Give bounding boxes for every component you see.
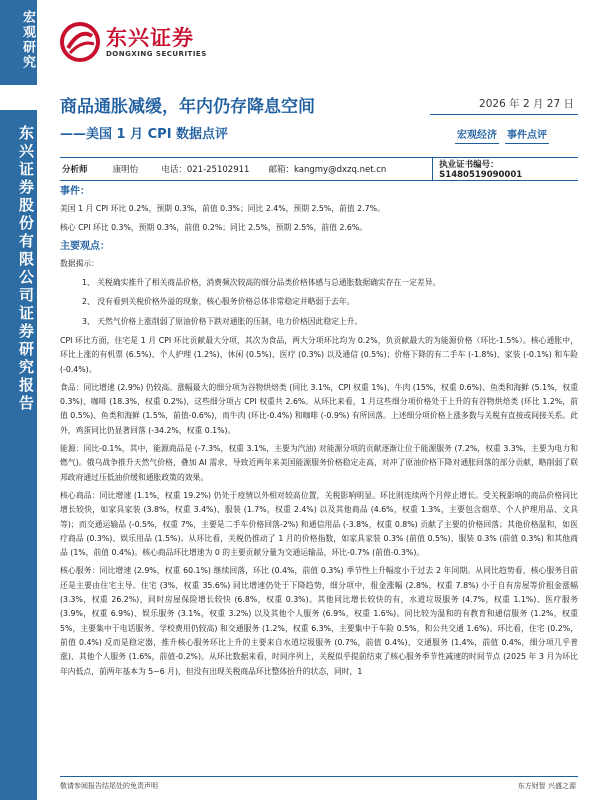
- analyst-bar: [60, 157, 578, 181]
- analyst-email: 邮箱：kangmy@dxzq.net.cn: [268, 165, 387, 175]
- event-heading: 事件：: [60, 186, 90, 197]
- body-paragraph-energy: 能源：同比-0.1%，其中，能源商品是 (-7.3%，权重 3.1%，主要为汽油) 对能源分项的贡献逐渐让位于能源服务 (7.2%，权重 3.3%，主要为电力和燃气)。俄乌战争推升天然气价格，叠加 AI 需求，导致近两年来美国能源服务价格稳定走高，对冲了原油价格下降对通胀回落的部分贡献，略削弱了联邦政府通过压低油价缓和通胀政策的效果。: [60, 444, 578, 482]
- analyst-phone: 电话：021-25102911: [161, 165, 250, 175]
- date-divider: [430, 114, 578, 115]
- sidebar-main-band: [0, 110, 37, 800]
- analyst-cert: 执业证书编号：S1480519090001: [432, 158, 578, 180]
- report-subtitle: ——美国 1 月 CPI 数据点评: [60, 127, 229, 142]
- footer-divider: [60, 776, 578, 777]
- event-line: 核心 CPI 环比 0.3%，预期 0.3%，前值 0.2%；同比 2.5%，预期 2.5%，前值 2.6%。: [60, 222, 368, 232]
- logo-name-cn: 东兴证券: [106, 26, 194, 50]
- report-content: [60, 184, 578, 683]
- analyst-label: 分析师: [62, 165, 88, 175]
- views-intro: 数据揭示：: [60, 259, 99, 268]
- body-paragraph-cpi: CPI 环比方面，住宅是 1 月 CPI 环比贡献最大分项，其次为食品，两大分项环比均为 0.2%，负贡献最大的为能源价格（环比-1.5%）。核心通胀中，环比上涨的有机票 (6.5%)、个人护理 (1.2%)、休闲 (0.5%)、医疗 (0.3%) 以及通信 (0.5%)；价格下降的有二手车 (-1.8%)、家装 (-0.1%) 和车险 (-0.4%)。: [60, 336, 578, 374]
- tag-event-review: 事件点评: [505, 126, 549, 144]
- views-item: 2、 没有看到关税价格外溢的现象，核心服务价格总体非常稳定并略弱于去年。: [82, 297, 355, 306]
- views-heading: 主要观点：: [60, 241, 110, 252]
- tag-macro-economy: 宏观经济: [455, 126, 499, 144]
- logo-name-en: DONGXING SECURITIES: [106, 50, 207, 58]
- sidebar: [0, 0, 37, 800]
- sidebar-top-label: 宏观研究: [20, 10, 35, 70]
- body-paragraph-core-services: 核心服务：同比增速 (2.9%，权重 60.1%) 继续回落，环比 (0.4%，前值 0.3%) 季节性上升幅度小于过去 2 年同期。从同比趋势看，核心服务目前还是主要由住宅主导。住宅 (3%，权重 35.6%) 同比增速仍处于下降趋势，细分项中，租金涨幅 (2.8%，权重 7.8%) 小于自有房屋等价租金涨幅 (3.3%，权重 26.2%)，同时房屋保险增长较快 (6.8%，权重 0.3%)。其他同比增长较快的有，水道垃圾服务 (4.7%，权重 1.1%)、医疗服务 (3.9%，权重 6.9%)、娱乐服务 (3.1%，权重 3.2%) 以及其他个人服务 (6.9%，权重 1.6%)。同比较为温和的有教育和通信服务 (1.2%，权重 5%，主要集中于电话服务、学校费用仍较高) 和交通服务 (1.2%，权重 6.3%，主要集中于车险 0.5%，和公共交通 1.6%)。环比看，住宅 (0.2%，前值 0.4%) 反而是稳定器，推升核心服务环比上升的主要来自水道垃圾服务 (0.7%，前值 0.4%)、交通服务 (1.4%，前值 0.4%，细分项几乎普涨)、其他个人服务 (1.6%，前值-0.2%)。从环比数据来看，时间序列上，关税似乎提前结束了核心服务季节性减速的时间节点 (2025 年 3 月为环比年内低点，前两年基本为 5~6 月)，但没有出现关税商品环比整体抬升的状态，同时，1: [60, 566, 578, 676]
- sidebar-top-band: [0, 0, 37, 85]
- body-paragraph-food: 食品：同比增速 (2.9%) 仍较高。涨幅最大的细分项为谷物烘焙类 (同比 3.1%，CPI 权重 1%)、牛肉 (15%，权重 0.6%)、鱼类和海鲜 (5.1%，权重 0.3%)、咖啡 (18.3%，权重 0.2%)，这些细分项占 CPI 权重共 2.6%。从环比来看，1 月这些细分项价格处于上升的有谷物烘焙类 (环比 1.2%，前值 0.5%)、鱼类和海鲜 (1.5%，前值-0.6%)，而牛肉 (环比-0.4%) 和咖啡 (-0.9%) 有所回落。上述细分项价格上涨多数与关税有直接或间接关系。此外，鸡蛋同比仍显著回落 (-34.2%，权重 0.1%)。: [60, 382, 578, 435]
- report-title: 商品通胀减缓，年内仍存降息空间: [60, 97, 315, 117]
- footer-disclaimer: 敬请参阅报告结尾处的免责声明: [60, 782, 158, 790]
- views-item: 1、 关税确实推升了相关商品价格，消费频次较高的细分品类价格体感与总通胀数据确实存在一定差异。: [82, 277, 441, 287]
- report-tags: [455, 126, 549, 144]
- views-item: 3、 天然气价格上涨削弱了原油价格下跌对通胀的压制，电力价格因此稳定上升。: [82, 316, 363, 326]
- analyst-name: 康明怡: [112, 165, 139, 175]
- body-paragraph-core-goods: 核心商品：同比增速 (1.1%，权重 19.2%) 仍处于疫情以外相对较高位置，关税影响明显。环比则连续两个月停止增长。受关税影响的商品价格同比增长较快，如家具家装 (3.8%，权重 3.4%)、服装 (1.7%，权重 2.4%) 以及其他商品 (4.6%，权重 1.3%，主要包含烟草、个人护理用品、文具等)；而交通运输品 (-0.5%，权重 7%，主要是二手车价格回落-2%) 和通信用品 (-3.8%，权重 0.8%) 贡献了主要的价格回落；其他价格温和，如医疗商品 (0.3%)、娱乐用品 (1.5%)。从环比看，关税仍推动了 1 月的价格指数，如家具家装 0.3% (前值 0.5%)、服装 0.3% (前值 0.3%) 和其他商品 (1%，前值 0.4%)。核心商品环比增速为 0 的主要贡献分量为交通运输品，环比-0.7% (前值-0.3%)。: [60, 490, 578, 558]
- logo-mark-icon: [60, 22, 100, 62]
- report-title-block: [60, 92, 395, 142]
- event-line: 美国 1 月 CPI 环比 0.2%，预期 0.3%，前值 0.3%；同比 2.4%，预期 2.5%，前值 2.7%。: [60, 204, 385, 213]
- footer-slogan: 东方财智 兴盛之源: [517, 782, 576, 790]
- company-logo: [60, 22, 207, 62]
- report-date: 2026 年 2 月 27 日: [479, 98, 574, 110]
- sidebar-main-label: 东兴证券股份有限公司证券研究报告: [17, 125, 35, 413]
